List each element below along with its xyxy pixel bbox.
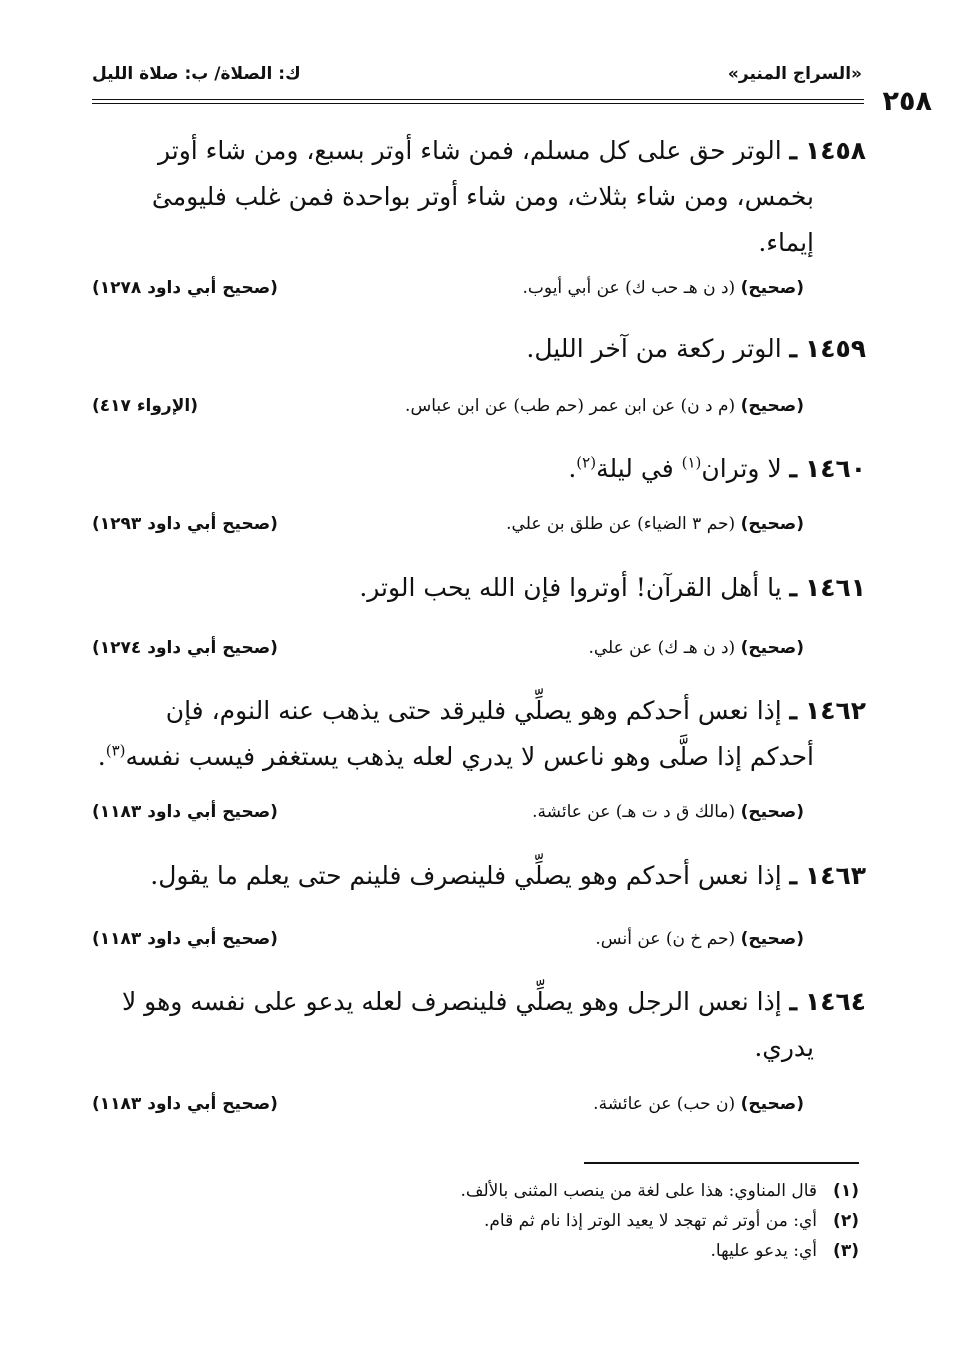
hadith-number: ١٤٥٩ ـ (789, 334, 866, 363)
hadith-text-line: الوتر ركعة من آخر الليل. (526, 334, 782, 363)
hadith-1461 (86, 565, 866, 611)
running-header (92, 58, 862, 98)
header-rule-double (92, 103, 864, 104)
hadith-sources: (مالك ق د ت هـ) عن عائشة. (532, 802, 736, 822)
hadith-1464 (86, 979, 866, 1071)
grading-row (92, 929, 804, 959)
hadith-reference: (الإرواء ٤١٧) (92, 396, 198, 416)
hadith-number: ١٤٦٣ ـ (789, 861, 866, 890)
hadith-text-line: يا أهل القرآن! أوتروا فإن الله يحب الوتر. (359, 573, 782, 602)
grading-label: (صحيح) (740, 1094, 804, 1114)
hadith-reference: (صحيح أبي داود ١٢٧٨) (92, 278, 278, 298)
hadith-text-end: . (97, 742, 106, 771)
hadith-sources: (د ن هـ حب ك) عن أبي أيوب. (522, 278, 736, 298)
footnote-item (159, 1206, 859, 1236)
hadith-number: ١٤٦٤ ـ (789, 987, 866, 1016)
hadith-text-line: إذا نعس أحدكم وهو يصلِّي فليرقد حتى يذهب عنه النوم، فإن (165, 696, 782, 725)
hadith-sources: (م د ن) عن ابن عمر (حم طب) عن ابن عباس. (405, 396, 736, 416)
footnote-number: (١) (833, 1181, 859, 1201)
hadith-1463 (86, 853, 866, 899)
hadith-text-line: الوتر حق على كل مسلم، فمن شاء أوتر بسبع، ومن شاء أوتر (157, 136, 782, 165)
hadith-text-line: إذا نعس الرجل وهو يصلِّي فلينصرف لعله يدعو على نفسه وهو لا (121, 987, 782, 1016)
footnote-item (159, 1236, 859, 1266)
grading-row (92, 396, 804, 426)
footnote-number: (٣) (833, 1241, 859, 1261)
hadith-sources: (حم خ ن) عن أنس. (595, 929, 736, 949)
footnote-text: أي: يدعو عليها. (710, 1241, 817, 1261)
footnote-marker: (٣) (105, 741, 126, 760)
footnotes (159, 1176, 859, 1266)
grading-row (92, 1094, 804, 1124)
hadith-1462 (86, 688, 866, 780)
hadith-number: ١٤٦١ ـ (789, 573, 866, 602)
hadith-text-line: في ليلة (596, 454, 682, 483)
grading-row (92, 278, 804, 308)
hadith-text-end: . (568, 454, 577, 483)
chapter-title: ك: الصلاة/ ب: صلاة الليل (92, 64, 301, 84)
footnote-text: أي: من أوتر ثم تهجد لا يعيد الوتر إذا نام ثم قام. (483, 1211, 817, 1231)
grading-label: (صحيح) (740, 396, 804, 416)
footnote-item (159, 1176, 859, 1206)
hadith-1460 (86, 446, 866, 492)
footnote-number: (٢) (833, 1211, 859, 1231)
page-number: ٢٥٨ (882, 86, 932, 117)
hadith-reference: (صحيح أبي داود ١٢٧٤) (92, 638, 278, 658)
grading-label: (صحيح) (740, 929, 804, 949)
hadith-1459 (86, 326, 866, 372)
grading-label: (صحيح) (740, 638, 804, 658)
grading-row (92, 638, 804, 668)
hadith-number: ١٤٦٠ ـ (789, 454, 866, 483)
footnote-text: قال المناوي: هذا على لغة من ينصب المثنى بالألف. (460, 1181, 817, 1201)
hadith-text-line: إيماء. (758, 228, 814, 257)
hadith-text-line: بخمس، ومن شاء بثلاث، ومن شاء أوتر بواحدة فمن غلب فليومئ (151, 182, 814, 211)
grading-label: (صحيح) (740, 802, 804, 822)
grading-row (92, 802, 804, 832)
grading-label: (صحيح) (740, 278, 804, 298)
footnote-separator (584, 1162, 859, 1164)
hadith-reference: (صحيح أبي داود ١١٨٣) (92, 1094, 278, 1114)
grading-row (92, 514, 804, 544)
book-title: «السراج المنير» (727, 64, 862, 84)
hadith-reference: (صحيح أبي داود ١١٨٣) (92, 802, 278, 822)
hadith-reference: (صحيح أبي داود ١٢٩٣) (92, 514, 278, 534)
hadith-reference: (صحيح أبي داود ١١٨٣) (92, 929, 278, 949)
hadith-sources: (د ن هـ ك) عن علي. (588, 638, 736, 658)
grading-label: (صحيح) (740, 514, 804, 534)
footnote-marker: (٢) (576, 453, 597, 472)
hadith-text-line: يدري. (754, 1033, 814, 1062)
hadith-1458 (86, 128, 866, 266)
footnote-marker: (١) (681, 453, 702, 472)
hadith-text-line: لا وتران (701, 454, 782, 483)
hadith-number: ١٤٦٢ ـ (789, 696, 866, 725)
hadith-text-line: أحدكم إذا صلَّى وهو ناعس لا يدري لعله يذهب يستغفر فيسب نفسه (125, 742, 814, 771)
hadith-sources: (حم ٣ الضياء) عن طلق بن علي. (506, 514, 736, 534)
hadith-number: ١٤٥٨ ـ (789, 136, 866, 165)
hadith-sources: (ن حب) عن عائشة. (593, 1094, 736, 1114)
header-rule (92, 99, 864, 100)
hadith-text-line: إذا نعس أحدكم وهو يصلِّي فلينصرف فلينم حتى يعلم ما يقول. (150, 861, 782, 890)
